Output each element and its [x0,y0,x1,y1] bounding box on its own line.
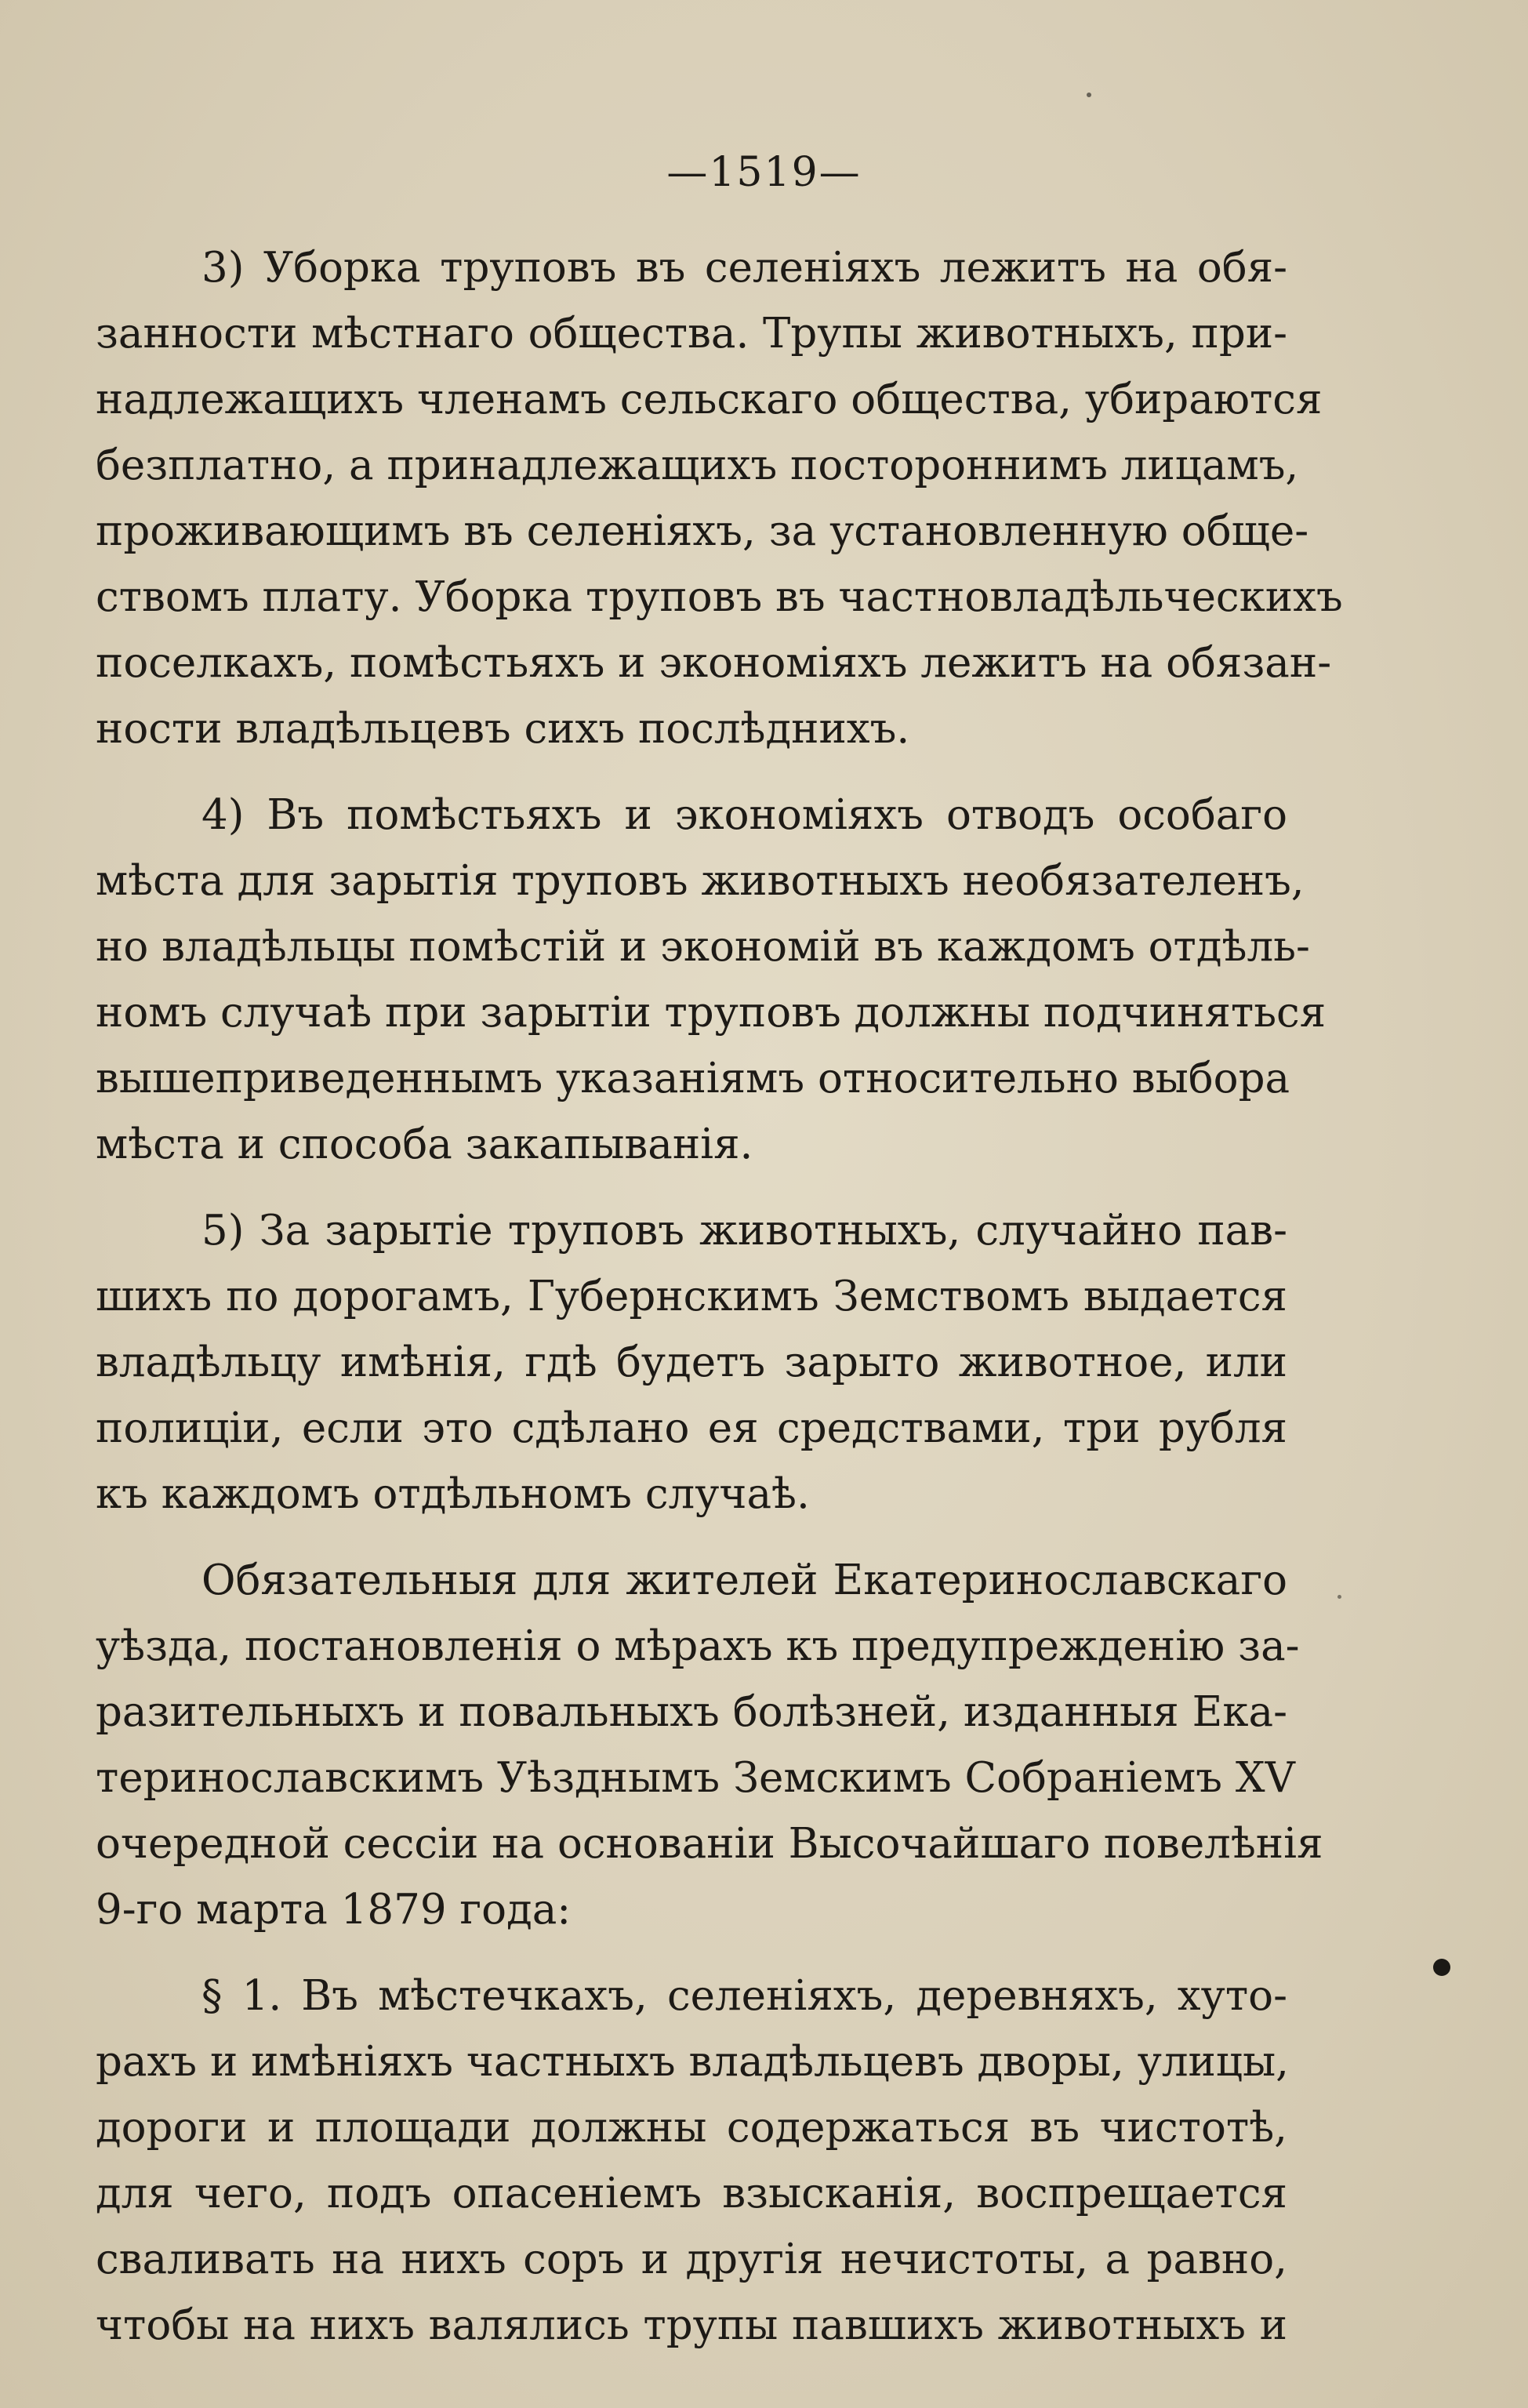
text-line: занности мѣстнаго общества. Трупы животныхъ, при- [96,310,1287,358]
paragraph-regulations-intro [96,1548,1323,1943]
text-line: проживающимъ въ селеніяхъ, за установленную обще- [96,507,1309,555]
text-line: къ каждомъ отдѣльномъ случаѣ. [96,1470,810,1518]
text-line: мѣста и способа закапыванія. [96,1120,753,1168]
text-line: разительныхъ и повальныхъ болѣзней, изданныя Ека- [96,1688,1287,1736]
text-body [96,235,1343,2359]
text-line: дороги и площади должны содержаться въ чистотѣ, [96,2104,1287,2152]
text-line: уѣзда, постановленія о мѣрахъ къ предупрежденію за- [96,1622,1300,1670]
text-line: вышеприведеннымъ указаніямъ относительно выбора [96,1055,1290,1102]
text-line: 4) Въ помѣстьяхъ и экономіяхъ отводъ особаго [201,791,1287,839]
text-line: ности владѣльцевъ сихъ послѣднихъ. [96,705,910,753]
text-line: 9-го марта 1879 года: [96,1886,572,1934]
ink-speck [1433,1959,1450,1976]
paragraph-4 [96,783,1327,1178]
text-line: владѣльцу имѣнія, гдѣ будетъ зарыто животное, или [96,1338,1287,1386]
text-line: надлежащихъ членамъ сельскаго общества, убираются [96,376,1323,423]
text-line: 5) За зарытіе труповъ животныхъ, случайно пав- [201,1207,1287,1255]
text-line: номъ случаѣ при зарытіи труповъ должны подчиняться [96,989,1327,1037]
paragraph-5 [96,1198,1287,1527]
paragraph-section-1 [96,1963,1287,2359]
text-line: 3) Уборка труповъ въ селеніяхъ лежитъ на обя- [201,244,1287,292]
text-line: для чего, подъ опасеніемъ взысканія, воспрещается [96,2170,1287,2217]
ink-speck [1337,1595,1341,1599]
ink-speck [1087,93,1091,97]
text-line: чтобы на нихъ валялись трупы павшихъ животныхъ и [96,2301,1287,2349]
text-line: поселкахъ, помѣстьяхъ и экономіяхъ лежитъ на обязан- [96,639,1332,687]
paragraph-3 [96,235,1343,762]
text-line: ствомъ плату. Уборка труповъ въ частновладѣльческихъ [96,573,1343,621]
text-line: сваливать на нихъ соръ и другія нечистоты, а равно, [96,2235,1287,2283]
text-line: полиціи, если это сдѣлано ея средствами, три рубля [96,1404,1287,1452]
text-line: Обязательныя для жителей Екатеринославскаго [201,1556,1287,1604]
text-line: безплатно, а принадлежащихъ постороннимъ лицамъ, [96,441,1299,489]
text-line: но владѣльцы помѣстій и экономій въ каждомъ отдѣль- [96,923,1310,971]
text-line: рахъ и имѣніяхъ частныхъ владѣльцевъ дворы, улицы, [96,2038,1289,2086]
page-number: —1519— [666,149,862,196]
text-line: теринославскимъ Уѣзднымъ Земскимъ Собраніемъ XV [96,1754,1295,1802]
text-line: шихъ по дорогамъ, Губернскимъ Земствомъ выдается [96,1273,1287,1320]
text-line: § 1. Въ мѣстечкахъ, селеніяхъ, деревняхъ, хуто- [201,1972,1287,2020]
text-line: очередной сессіи на основаніи Высочайшаго повелѣнія [96,1820,1323,1868]
text-line: мѣста для зарытія труповъ животныхъ необязателенъ, [96,857,1305,905]
